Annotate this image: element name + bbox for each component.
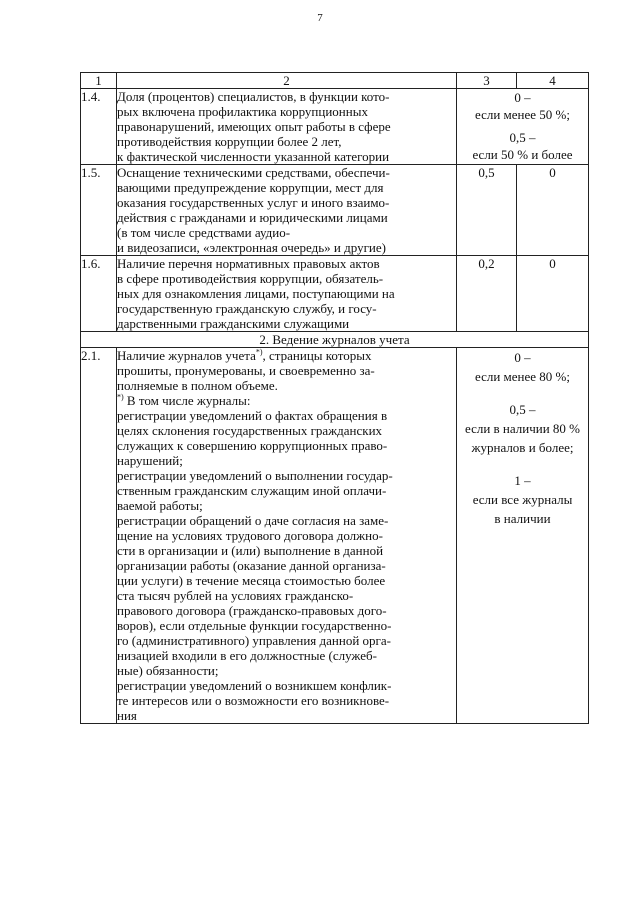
text-line: правонарушений, имеющих опыт работы в сфере: [117, 119, 391, 134]
text-line: государственную гражданскую службу, и госу-: [117, 301, 377, 316]
row-description: [117, 348, 457, 724]
text-line: организации работы (оказание данной организа-: [117, 558, 386, 573]
score-option: [457, 471, 588, 528]
score-cell: [457, 348, 589, 724]
score-no: 0: [517, 165, 589, 256]
text-line: воров), если отдельные функции государственно-: [117, 618, 392, 633]
text-line: го (административного) управления данной орга-: [117, 633, 391, 648]
text-line: (в том числе средствами аудио-: [117, 225, 291, 240]
criteria-table: [80, 72, 589, 724]
footnote-marker: *): [117, 392, 124, 402]
text-line: Наличие перечня нормативных правовых актов: [117, 256, 380, 271]
table-row: [81, 89, 589, 165]
row-number: 1.5.: [81, 165, 117, 256]
text-line: низацией входили в его должностные (служеб-: [117, 648, 377, 663]
score-condition: если 50 % и более: [472, 147, 573, 162]
text-line: ции услуги) в течение месяца стоимостью более: [117, 573, 386, 588]
text-line: и видеозаписи, «электронная очередь» и другие): [117, 240, 386, 255]
text-line: Оснащение техническими средствами, обеспечи-: [117, 165, 390, 180]
text-line: щение на условиях трудового договора должно-: [117, 528, 383, 543]
text-line: оказания государственных услуг и иного взаимо-: [117, 195, 390, 210]
text-line: ваемой работы;: [117, 498, 203, 513]
text-fragment: Наличие журналов учета: [117, 348, 256, 363]
footnote-marker: *): [255, 347, 263, 357]
text-fragment: В том числе журналы:: [123, 393, 251, 408]
section-title: 2. Ведение журналов учета: [81, 332, 589, 348]
text-line: ния: [117, 708, 137, 723]
section-row: [81, 332, 589, 348]
text-line: вающими предупреждение коррупции, мест для: [117, 180, 384, 195]
table-header-row: [81, 73, 589, 89]
score-value: 1 –: [514, 473, 531, 488]
score-option: [457, 348, 588, 386]
score-value: 0 –: [514, 90, 531, 105]
score-condition: если все журналы: [472, 492, 573, 507]
text-line: ных для ознакомления лицами, поступающими на: [117, 286, 395, 301]
text-line: ста тысяч рублей на условиях гражданско-: [117, 588, 354, 603]
text-line: регистрации уведомлений о фактах обращения в: [117, 408, 388, 423]
score-value: 0 –: [514, 350, 531, 365]
row-description: [117, 165, 457, 256]
text-line: полняемые в полном объеме.: [117, 378, 278, 393]
score-option: [457, 89, 588, 123]
text-line: ственным гражданским служащим иной оплачи-: [117, 483, 387, 498]
text-line: правового договора (гражданско-правовых дого-: [117, 603, 387, 618]
header-cell: 2: [117, 73, 457, 89]
text-line: рых включена профилактика коррупционных: [117, 104, 368, 119]
text-line: нарушений;: [117, 453, 183, 468]
text-line: действия с гражданами и юридическими лицами: [117, 210, 388, 225]
row-number: 1.6.: [81, 256, 117, 332]
header-cell: 3: [457, 73, 517, 89]
score-condition: если в наличии 80 %: [464, 421, 580, 436]
score-condition: если менее 50 %;: [475, 107, 570, 122]
score-option: [457, 400, 588, 457]
text-line: регистрации обращений о даче согласия на заме-: [117, 513, 389, 528]
text-line: регистрации уведомлений о возникшем конфлик-: [117, 678, 392, 693]
text-line: целях склонения государственных гражданских: [117, 423, 383, 438]
score-condition: если менее 80 %;: [475, 369, 570, 384]
text-line: в сфере противодействия коррупции, обязатель-: [117, 271, 384, 286]
score-condition: в наличии: [494, 511, 551, 526]
score-option: [457, 129, 588, 163]
page-number: 7: [317, 12, 323, 24]
text-fragment: , страницы которых: [262, 348, 372, 363]
text-line: ные) обязанности;: [117, 663, 219, 678]
text-line: противодействия коррупции более 2 лет,: [117, 134, 342, 149]
text-line: прошиты, пронумерованы, и своевременно за-: [117, 363, 375, 378]
text-line: те интересов или о возможности его возникнове-: [117, 693, 390, 708]
score-cell: [457, 89, 589, 165]
text-line: к фактической численности указанной категории: [117, 149, 390, 164]
text-line: дарственными гражданскими служащими: [117, 316, 350, 331]
score-condition: журналов и более;: [471, 440, 574, 455]
row-number: 1.4.: [81, 89, 117, 165]
text-line: служащих к совершению коррупционных право-: [117, 438, 388, 453]
score-value: 0,5 –: [509, 130, 536, 145]
score-no: 0: [517, 256, 589, 332]
table-row: [81, 165, 589, 256]
row-description: [117, 89, 457, 165]
table-row: [81, 348, 589, 724]
text-line: [117, 348, 456, 363]
score-yes: 0,5: [457, 165, 517, 256]
text-line: [117, 393, 456, 408]
row-description: [117, 256, 457, 332]
text-line: сти в организации и (или) выполнение в данной: [117, 543, 384, 558]
text-line: регистрации уведомлений о выполнении государ-: [117, 468, 393, 483]
score-yes: 0,2: [457, 256, 517, 332]
header-cell: 1: [81, 73, 117, 89]
row-number: 2.1.: [81, 348, 117, 724]
text-line: Доля (процентов) специалистов, в функции кото-: [117, 89, 390, 104]
header-cell: 4: [517, 73, 589, 89]
score-value: 0,5 –: [509, 402, 536, 417]
table-row: [81, 256, 589, 332]
